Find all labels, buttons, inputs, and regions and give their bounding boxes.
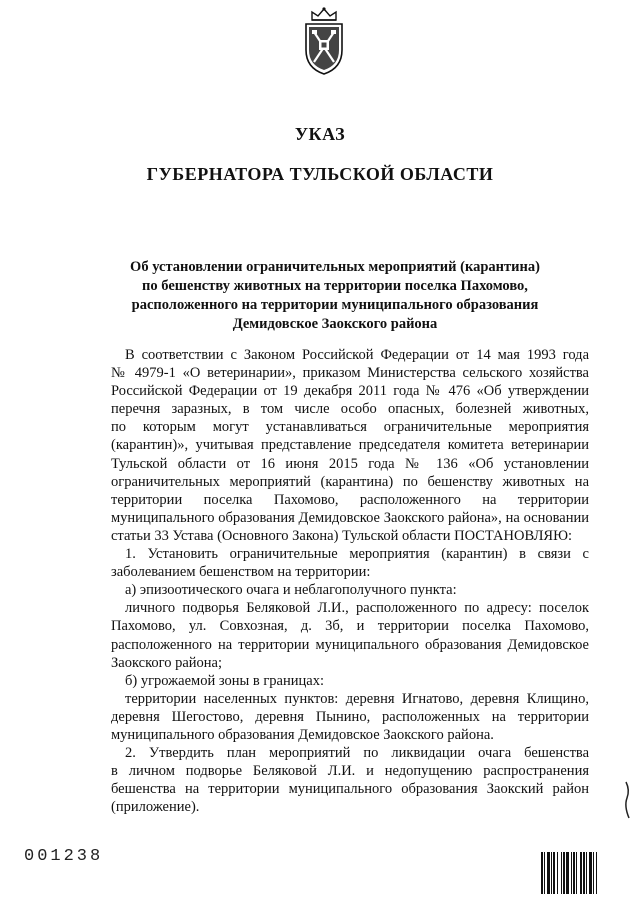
body-line: расположенного на территории муниципального образования Демидовское <box>111 636 589 653</box>
coat-of-arms-icon <box>298 6 350 76</box>
body-line: заболеванием бешенством на территории: <box>111 564 371 581</box>
body-line: (приложение). <box>111 799 200 816</box>
body-line: 1. Установить ограничительные мероприятия (карантин) в связи с <box>125 546 589 563</box>
body-line: статьи 33 Устава (Основного Закона) Тульской области ПОСТАНОВЛЯЮ: <box>111 527 573 544</box>
document-body <box>111 346 589 816</box>
body-line: муниципального образования Демидовское Заокского района», на основании <box>111 509 589 526</box>
body-line: б) угрожаемой зоны в границах: <box>125 672 324 689</box>
body-line: бешенства на территории муниципального образования Заокский район <box>111 781 589 798</box>
body-line: личного подворья Беляковой Л.И., расположенного по адресу: поселок <box>125 600 589 617</box>
document-subject <box>100 258 570 334</box>
document-issuer: ГУБЕРНАТОРА ТУЛЬСКОЙ ОБЛАСТИ <box>146 164 494 184</box>
document-title: УКАЗ <box>294 124 346 144</box>
body-line: а) эпизоотического очага и неблагополучного пункта: <box>125 582 457 599</box>
subject-line: по бешенству животных на территории поселка Пахомово, <box>142 278 528 294</box>
body-line: территории поселка Пахомово, расположенного на территории <box>111 491 589 508</box>
body-line: 2. Утвердить план мероприятий по ликвидации очага бешенства <box>125 745 589 762</box>
body-line: ограничительных мероприятий (карантина) по бешенству животных на <box>111 473 589 490</box>
body-line: перечня заразных, в том числе особо опасных, болезней животных, <box>111 401 589 418</box>
subject-line: Демидовское Заокского района <box>232 316 438 332</box>
body-line: В соответствии с Законом Российской Федерации от 14 мая 1993 года <box>125 347 589 363</box>
body-line: по которым могут устанавливаться ограничительные мероприятия <box>111 419 589 436</box>
body-line: № 4979-1 «О ветеринарии», приказом Министерства сельского хозяйства <box>111 365 589 382</box>
barcode-icon <box>540 852 632 894</box>
subject-line: Об установлении ограничительных мероприятий (карантина) <box>130 259 540 275</box>
body-line: Тульской области от 16 июня 2015 года № 136 «Об установлении <box>111 455 589 472</box>
body-line: в личном подворье Беляковой Л.И. и недопущению распространения <box>111 763 589 780</box>
body-line: муниципального образования Демидовское Заокского района. <box>111 726 494 743</box>
body-line: Российской Федерации от 19 декабря 2011 года № 476 «Об утверждении <box>111 383 589 400</box>
body-line: Пахомово, ул. Совхозная, д. 3б, и территории поселка Пахомово, <box>111 618 589 635</box>
body-line: Заокского района; <box>111 654 223 671</box>
document-number: 001238 <box>24 847 104 866</box>
body-line: территории населенных пунктов: деревня Игнатово, деревня Клищино, <box>125 690 589 707</box>
subject-line: расположенного на территории муниципального образования <box>131 297 539 313</box>
body-line: (карантин)», учитывая представление председателя комитета ветеринарии <box>111 437 589 454</box>
scan-mark-icon <box>620 780 634 820</box>
body-line: деревня Шегостово, деревня Пынино, расположенных на территории <box>111 708 589 725</box>
